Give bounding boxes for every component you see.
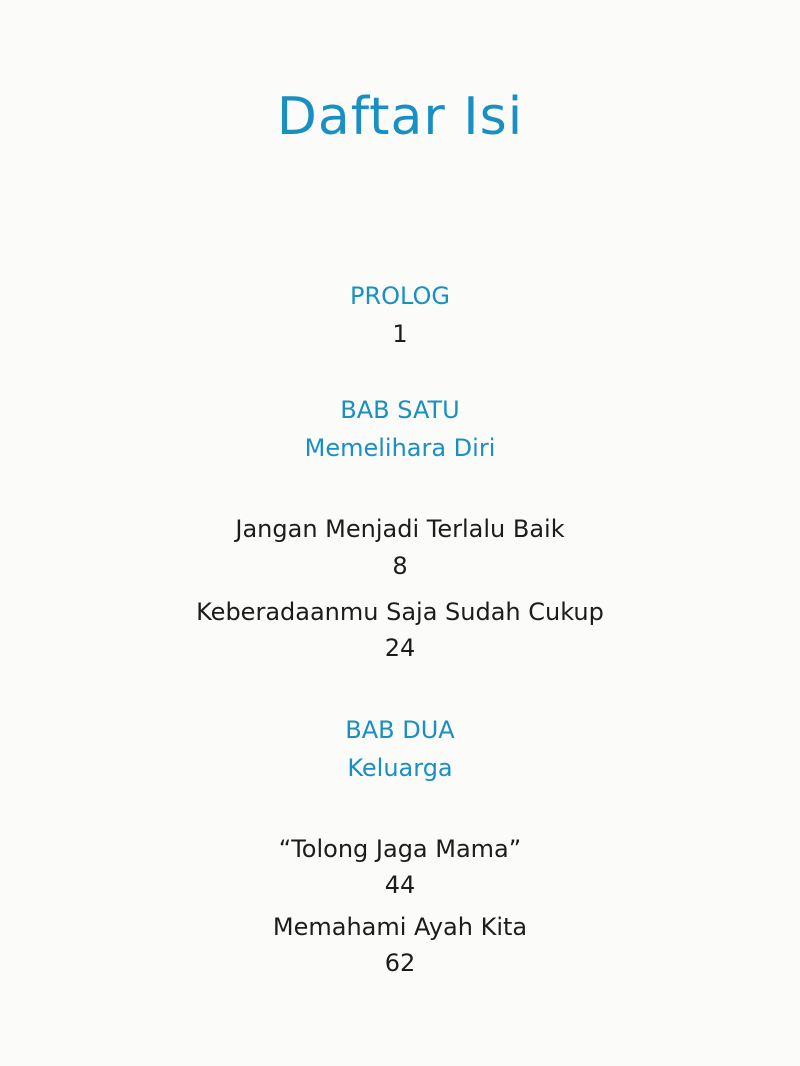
- toc-entry-page-number: 62: [384, 949, 416, 977]
- chapter-one-subtitle: Memelihara Diri: [304, 434, 496, 462]
- toc-entry-page-number: 44: [384, 871, 416, 899]
- toc-entry-page-number: 8: [392, 552, 408, 580]
- toc-entry-title: “Tolong Jaga Mama”: [278, 835, 522, 863]
- page-title: Daftar Isi: [276, 87, 524, 147]
- chapter-two-subtitle: Keluarga: [347, 754, 453, 782]
- toc-entry-title: Jangan Menjadi Terlalu Baik: [235, 515, 565, 543]
- prolog-label: PROLOG: [349, 282, 451, 310]
- toc-entry-title: Keberadaanmu Saja Sudah Cukup: [196, 598, 604, 626]
- chapter-one-label: BAB SATU: [340, 396, 460, 424]
- chapter-two-label: BAB DUA: [345, 716, 455, 744]
- toc-entry-title: Memahami Ayah Kita: [272, 913, 528, 941]
- prolog-page-number: 1: [392, 320, 408, 348]
- toc-entry-page-number: 24: [384, 634, 416, 662]
